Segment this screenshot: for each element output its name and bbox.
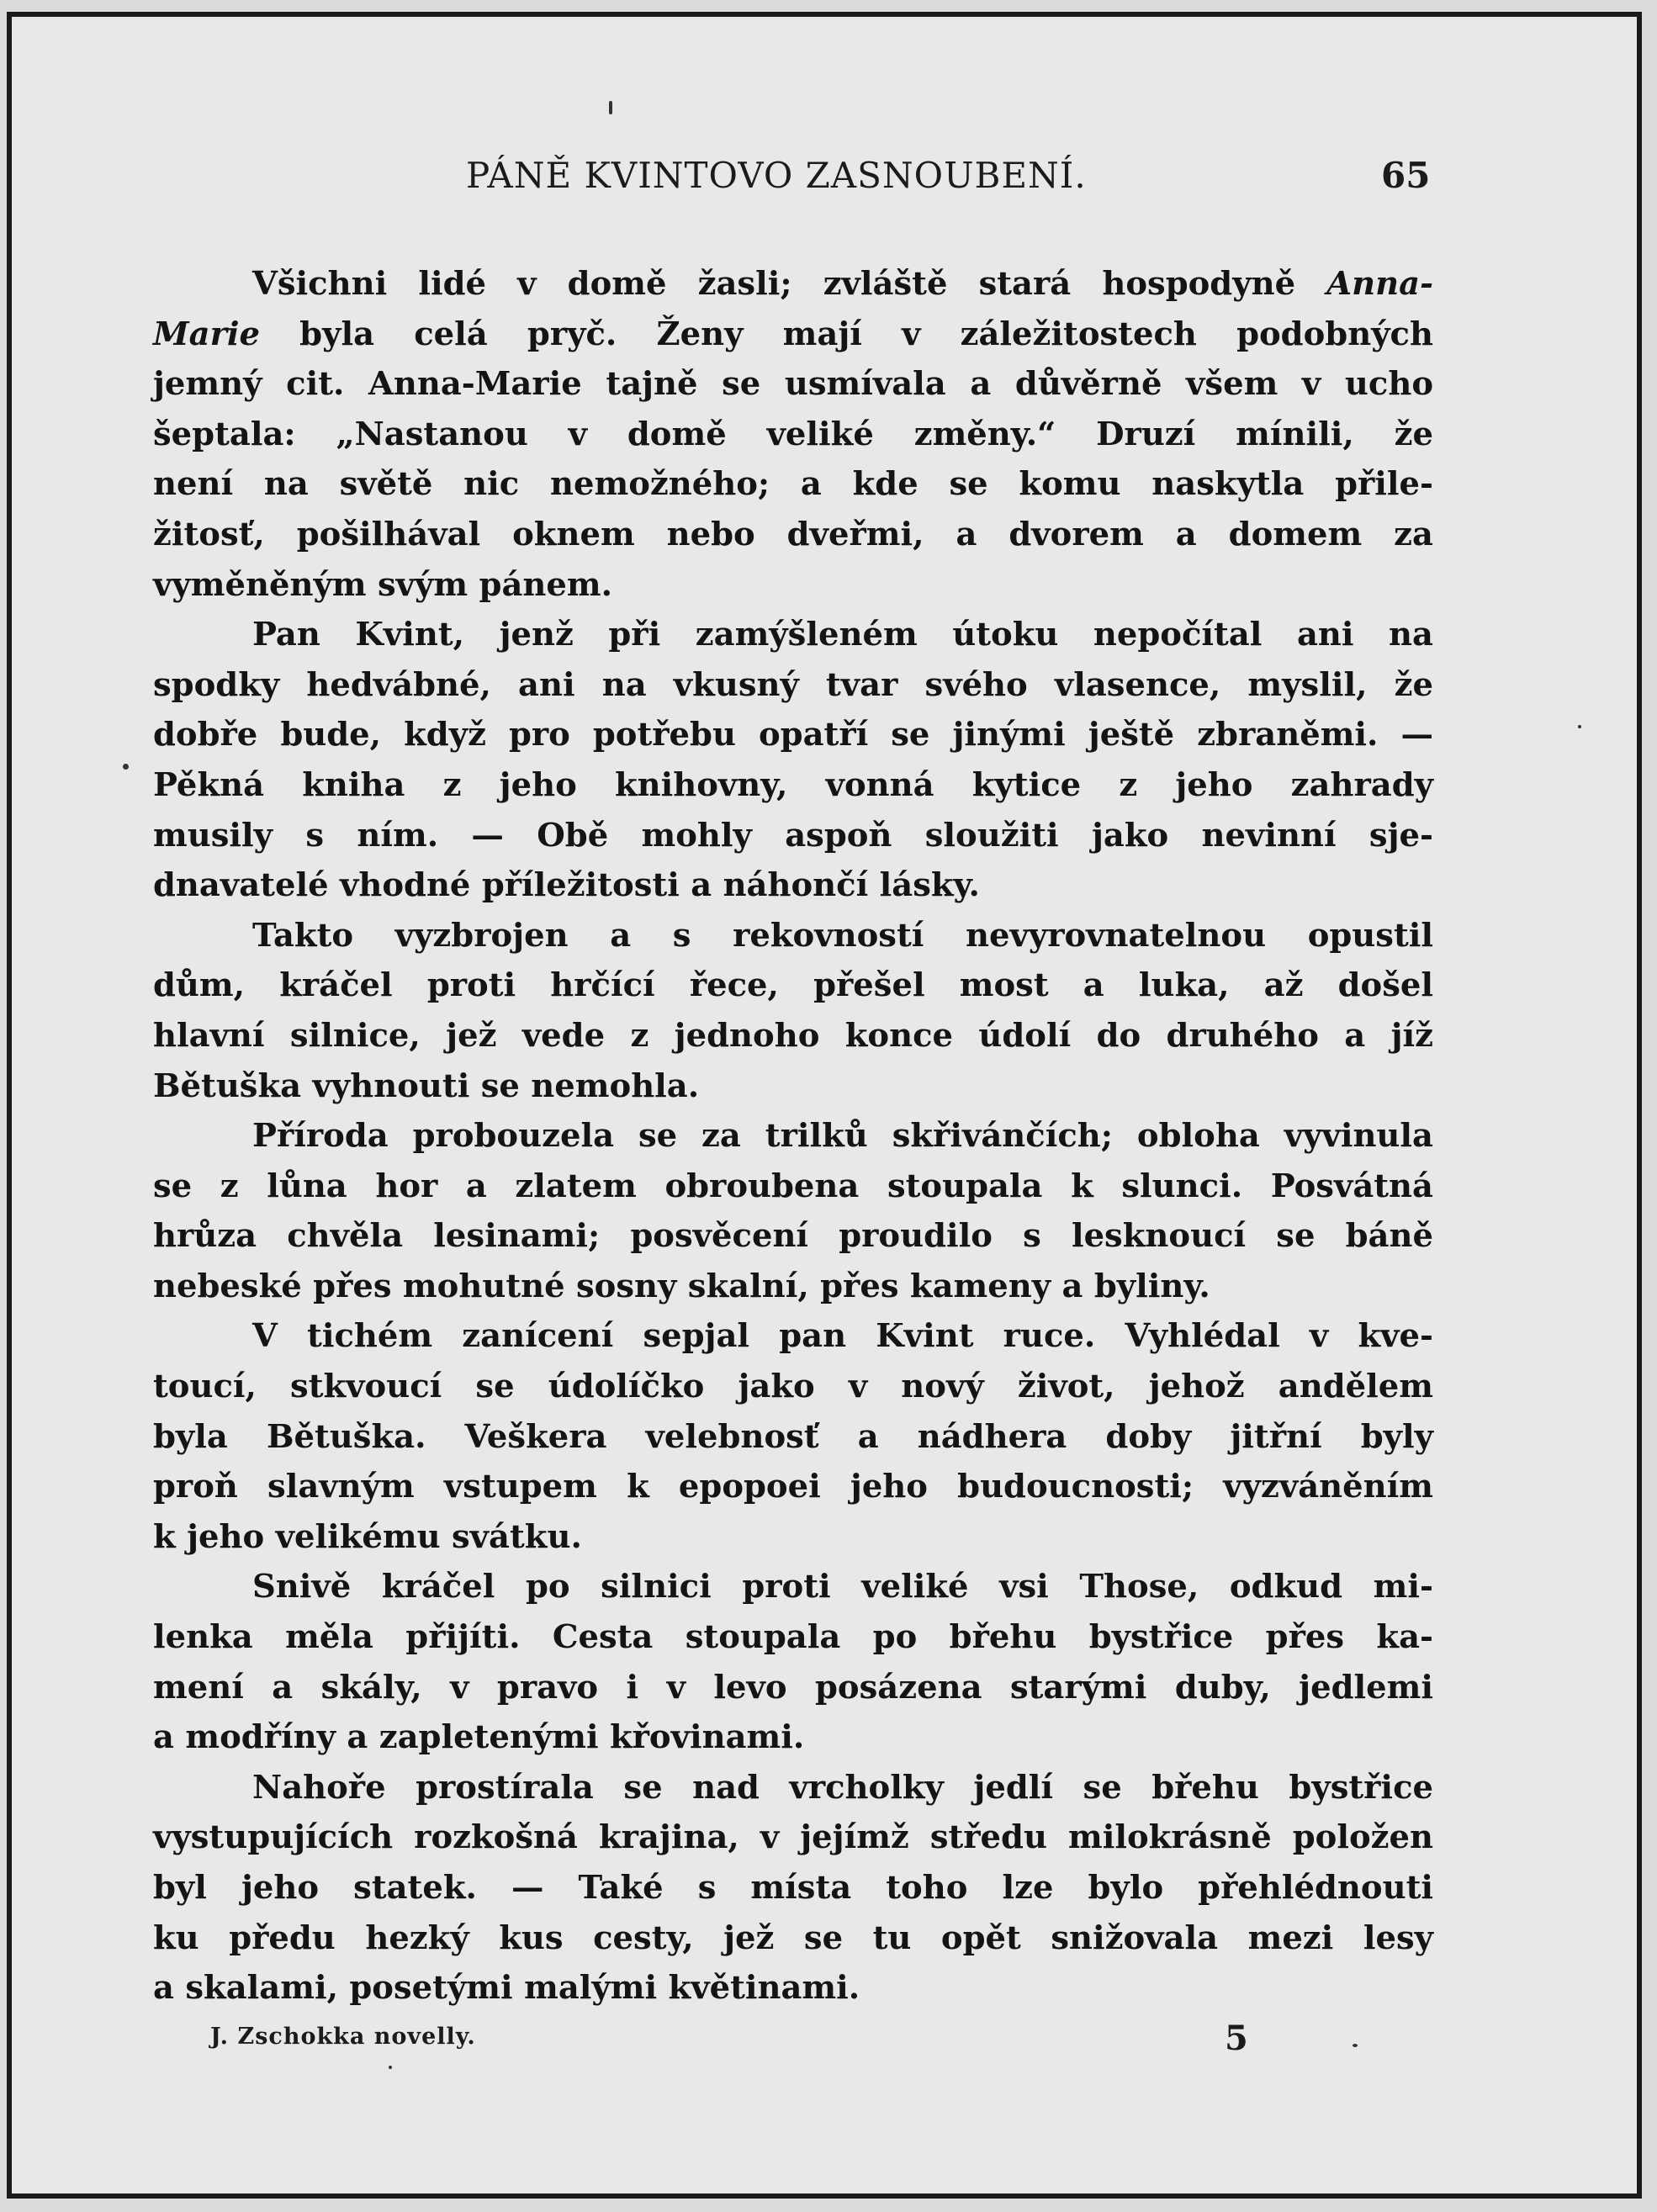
text-body	[153, 259, 1433, 2014]
text-line	[153, 259, 1433, 310]
text-line	[153, 310, 1433, 360]
text-line: hlavní silnice, jež vede z jednoho konce údolí do druhého a jíž	[153, 1016, 1433, 1055]
text-line: hrůza chvěla lesinami; posvěcení proudilo s lesknoucí se báně	[153, 1217, 1433, 1256]
text-line: a modříny a zapletenými křovinami.	[153, 1718, 805, 1757]
text-line: vystupujících rozkošná krajina, v jejímž středu milokrásně položen	[153, 1818, 1433, 1857]
page-number: 65	[1381, 155, 1431, 196]
text-line: Snivě kráčel po silnici proti veliké vsi Those, odkud mi-	[252, 1568, 1433, 1606]
text-line: žitosť, pošilhával oknem nebo dveřmi, a dvorem a domem za	[153, 515, 1433, 553]
text-line: proň slavným vstupem k epopoei jeho budoucnosti; vyzváněním	[153, 1468, 1433, 1506]
text-line: dnavatelé vhodné příležitosti a náhončí lásky.	[153, 866, 980, 905]
italic-name: Anna-	[1326, 265, 1433, 303]
print-speck	[609, 101, 612, 114]
text-run: byla celá pryč. Ženy mají v záležitostech podobných	[299, 315, 1433, 353]
running-header	[12, 155, 1637, 205]
book-page	[7, 12, 1642, 2199]
text-line: toucí, stkvoucí se údolíčko jako v nový život, jehož andělem	[153, 1368, 1433, 1406]
text-line: vyměněným svým pánem.	[153, 565, 613, 604]
text-line: Příroda probouzela se za trilků skřivánčích; obloha vyvinula	[252, 1117, 1433, 1156]
text-line: Bětuška vyhnouti se nemohla.	[153, 1066, 700, 1105]
print-speck	[389, 2066, 392, 2069]
text-line: spodky hedvábné, ani na vkusný tvar svého vlasence, myslil, že	[153, 665, 1433, 704]
text-run: Všichni lidé v domě žasli; zvláště stará hospodyně	[252, 265, 1296, 303]
text-line: mení a skály, v pravo i v levo posázena starými duby, jedlemi	[153, 1668, 1433, 1707]
text-line: šeptala: „Nastanou v domě veliké změny.“ Druzí mínili, že	[153, 415, 1433, 453]
text-line: dům, kráčel proti hrčící řece, přešel most a luka, až došel	[153, 966, 1433, 1005]
text-line: lenka měla přijíti. Cesta stoupala po břehu bystřice přes ka-	[153, 1618, 1433, 1657]
text-line: nebeské přes mohutné sosny skalní, přes kameny a byliny.	[153, 1267, 1210, 1305]
text-line: musily s ním. — Obě mohly aspoň sloužiti jako nevinní sje-	[153, 816, 1433, 855]
signature-number: 5	[1225, 2019, 1248, 2058]
text-line: byl jeho statek. — Také s místa toho lze bylo přehlédnouti	[153, 1869, 1433, 1907]
text-line: dobře bude, když pro potřebu opatří se jinými ještě zbraněmi. —	[153, 716, 1433, 754]
text-line: ku předu hezký kus cesty, jež se tu opět snižovala mezi lesy	[153, 1918, 1433, 1957]
text-line: a skalami, posetými malými květinami.	[153, 1969, 860, 2008]
running-title: PÁNĚ KVINTOVO ZASNOUBENÍ.	[466, 155, 1087, 196]
text-line: byla Bětuška. Veškera velebnosť a nádhera doby jitřní byly	[153, 1417, 1433, 1456]
text-line: Pěkná kniha z jeho knihovny, vonná kytice z jeho zahrady	[153, 765, 1433, 804]
text-line: V tichém zanícení sepjal pan Kvint ruce. Vyhlédal v kve-	[252, 1317, 1433, 1356]
print-speck	[1353, 2044, 1358, 2047]
text-line: jemný cit. Anna-Marie tajně se usmívala a důvěrně všem v ucho	[153, 365, 1433, 404]
print-speck	[1578, 725, 1581, 728]
printer-signature: J. Zschokka novelly.	[210, 2024, 476, 2050]
text-line: k jeho velikému svátku.	[153, 1517, 582, 1556]
text-line: není na světě nic nemožného; a kde se komu naskytla přile-	[153, 465, 1433, 504]
text-line: Pan Kvint, jenž při zamýšleném útoku nepočítal ani na	[252, 616, 1433, 654]
text-line: Nahoře prostírala se nad vrcholky jedlí se břehu bystřice	[252, 1768, 1433, 1807]
text-line: se z lůna hor a zlatem obroubena stoupala k slunci. Posvátná	[153, 1167, 1433, 1205]
italic-name: Marie	[153, 315, 260, 353]
print-speck	[123, 764, 129, 770]
text-line: Takto vyzbrojen a s rekovností nevyrovnatelnou opustil	[252, 916, 1433, 955]
